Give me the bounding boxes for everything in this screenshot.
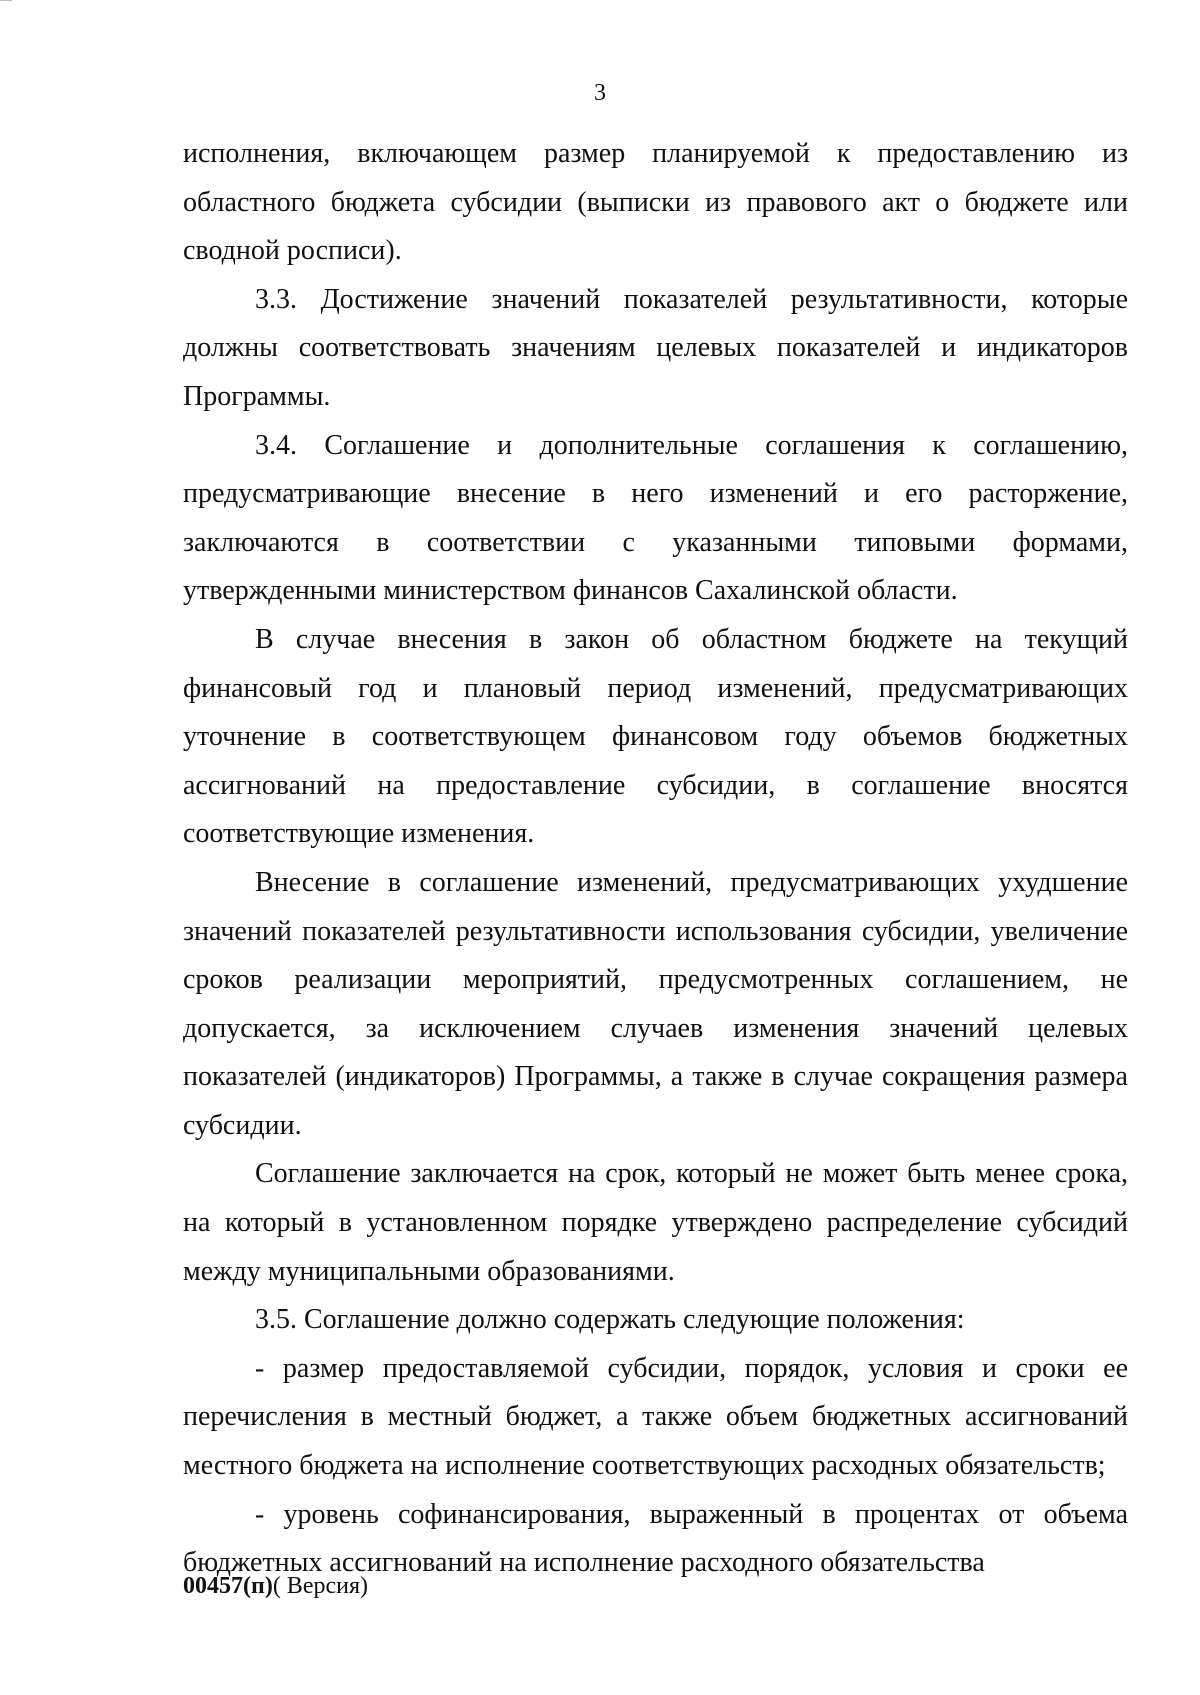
scan-edge-mark xyxy=(0,0,12,1)
paragraph-budget-changes: В случае внесения в закон об областном бюджете на текущий финансовый год и плановый период изменений, предусматривающих уточнение в соответствующем финансовом году объемов бюджетных ассигнований на предоставление субсидии, в соглашение вносятся соответствующие изменения. xyxy=(183,623,1128,850)
paragraph-worsening-restriction: Внесение в соглашение изменений, предусматривающих ухудшение значений показателей результативности использования субсидии, увеличение сроков реализации мероприятий, предусмотренных соглашением, не допускается, за исключением случаев изменения значений целевых показателей (индикаторов) Программы, а также в случае сокращения размера субсидии. xyxy=(183,866,1128,1141)
document-footer xyxy=(183,1571,368,1601)
paragraph-3-4: 3.4. Соглашение и дополнительные соглашения к соглашению, предусматривающие внесение в него изменений и его расторжение, заключаются в соответствии с указанными типовыми формами, утвержденными министерством финансов Сахалинской области. xyxy=(183,429,1128,607)
page-number: 3 xyxy=(594,80,606,106)
list-item-subsidy-size: - размер предоставляемой субсидии, порядок, условия и сроки ее перечисления в местный бюджет, а также объем бюджетных ассигнований местного бюджета на исполнение соответствующих расходных обязательств; xyxy=(183,1352,1128,1482)
document-body xyxy=(183,130,1128,1588)
paragraph-3-3: 3.3. Достижение значений показателей результативности, которые должны соответствовать значениям целевых показателей и индикаторов Программы. xyxy=(183,283,1128,412)
paragraph-agreement-term: Соглашение заключается на срок, который не может быть менее срока, на который в установленном порядке утверждено распределение субсидий между муниципальными образованиями. xyxy=(183,1158,1128,1287)
document-code: 00457(п) xyxy=(183,1573,273,1599)
paragraph-3-5: 3.5. Соглашение должно содержать следующие положения: xyxy=(255,1304,965,1336)
list-item-cofinancing-level: - уровень софинансирования, выраженный в процентах от объема бюджетных ассигнований на исполнение расходного обязательства xyxy=(183,1498,1128,1579)
document-version: ( Версия) xyxy=(272,1573,368,1599)
paragraph-continuation: исполнения, включающем размер планируемой к предоставлению из областного бюджета субсидии (выписки из правового акт о бюджете или сводной росписи). xyxy=(183,138,1128,267)
